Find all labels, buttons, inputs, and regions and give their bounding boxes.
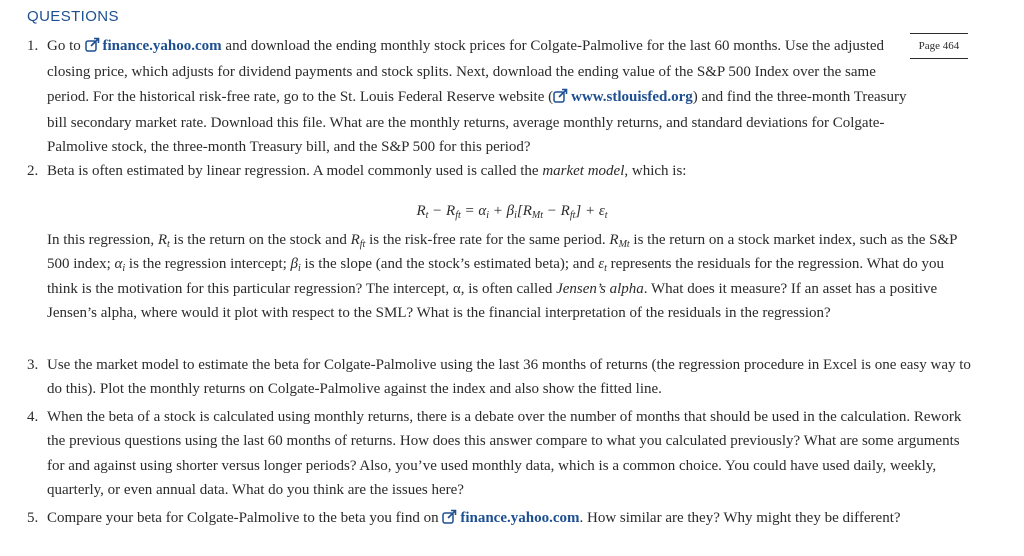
link-stlouisfed[interactable]: www.stlouisfed.org bbox=[571, 88, 693, 105]
external-link-icon[interactable] bbox=[553, 87, 568, 111]
section-heading: QUESTIONS bbox=[27, 8, 119, 25]
market-model-formula: $R_t - R_{ft} = \alpha_i + \beta_i[R_{Mt} - R_{ft}] + \varepsilon_t$ bbox=[416, 203, 608, 221]
market-model-term: market model bbox=[542, 163, 625, 179]
question-text: When the beta of a stock is calculated using monthly returns, there is a debate over the number of months that should be used in the calculation. Rework the previous questions using the last 60 months of returns. How does this answer compare to what you calculated previously? What are some arguments for and against using shorter versus longer periods? Also, you’ve used monthly data, which is a common choice. You could have used daily, weekly, quarterly, or even annual data. What do you think are the issues here? bbox=[47, 409, 962, 498]
external-link-icon[interactable] bbox=[85, 36, 100, 60]
question-number: 4. bbox=[27, 409, 39, 425]
link-finance-yahoo[interactable]: finance.yahoo.com bbox=[102, 38, 222, 54]
question-3 bbox=[27, 353, 972, 402]
question-text: Use the market model to estimate the beta for Colgate-Palmolive using the last 36 months of returns (the regression procedure in Excel is one easy way to do this). Plot the monthly returns on Colgate-Palmolive against the index and also show the fitted line. bbox=[47, 357, 971, 398]
question-2-body bbox=[27, 228, 972, 325]
question-number: 5. bbox=[27, 510, 39, 526]
question-text: In this regression, $R_t$ is the return on the stock and $R_{ft}$ is the risk-free rate for the same period. $R_{Mt}$ is the return on a stock market index, such as the S&P 500 index; $\alpha_i$ is the regression intercept; $\beta_i$ is the slope (and the stock’s estimated beta); and $\varepsilon_t$ represents the residuals for the regression. What do you think is the motivation for this particular regression? The intercept, α, is often called Jensen’s alpha. What does it measure? If an asset has a positive Jensen’s alpha, where would it plot with respect to the SML? What is the financial interpretation of the residuals in the regression? bbox=[47, 232, 957, 321]
question-text: Go to finance.yahoo.com and download the ending monthly stock prices for Colgate-Palmolive for the last 60 months. Use the adjusted closing price, which adjusts for dividend payments and stock splits. Next, download the ending value of the S&P 500 Index over the same period. For the historical risk-free rate, go to the St. Louis Federal Reserve website ( www.stlouisfed.org) and find the three-month Treasury bill secondary market rate. Download this file. What are the monthly returns, average monthly returns, and standard deviations for Colgate-Palmolive stock, the three-month Treasury bill, and the S&P 500 for this period? bbox=[47, 38, 907, 156]
question-number: 2. bbox=[27, 163, 39, 179]
question-5 bbox=[27, 506, 972, 532]
link-finance-yahoo[interactable]: finance.yahoo.com bbox=[460, 510, 580, 526]
question-4 bbox=[27, 405, 972, 502]
external-link-icon[interactable] bbox=[442, 508, 457, 532]
jensens-alpha-term: Jensen’s alpha bbox=[556, 280, 644, 297]
question-number: 3. bbox=[27, 357, 39, 373]
question-intro: Beta is often estimated by linear regression. A model commonly used is called the market model, which is: bbox=[47, 163, 687, 179]
question-number: 1. bbox=[27, 38, 39, 54]
question-1 bbox=[27, 34, 972, 159]
page-number-marker: Page 464 bbox=[910, 33, 968, 59]
question-2 bbox=[27, 159, 972, 183]
question-text: Compare your beta for Colgate-Palmolive to the beta you find on finance.yahoo.com. How similar are they? Why might they be different? bbox=[47, 506, 972, 532]
